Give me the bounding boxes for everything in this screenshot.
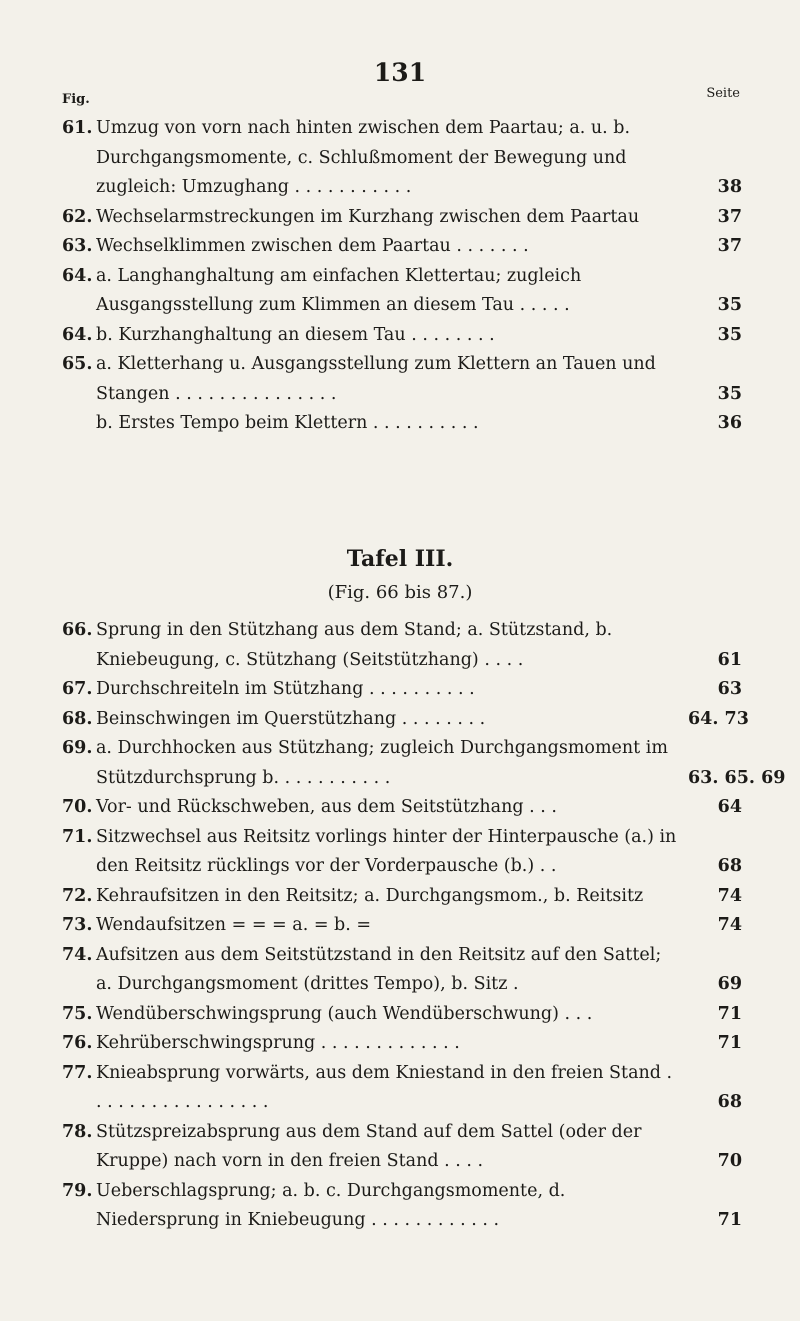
list-item — [62, 203, 742, 233]
figure-caption: Wechselklimmen zwischen dem Paartau . . . . . . . — [96, 236, 529, 256]
figure-number: 73. — [62, 915, 93, 935]
figure-caption: Kehraufsitzen in den Reitsitz; a. Durchgangsmom., b. Reitsitz — [96, 885, 644, 906]
page-reference: 63. 65. 69 — [688, 767, 786, 788]
figure-number: 79. — [62, 1180, 93, 1201]
page-reference: 71 — [717, 1033, 742, 1053]
figure-number: 68. — [62, 708, 93, 729]
figure-number: 65. — [62, 354, 93, 374]
list-item — [62, 232, 742, 262]
figure-number: 72. — [62, 885, 93, 906]
figure-caption: Wechselarmstreckungen im Kurzhang zwischen dem Paartau — [96, 206, 640, 227]
column-header-fig: Fig. — [62, 92, 90, 107]
figure-caption: Ueberschlagsprung; a. b. c. Durchgangsmomente, d. Niedersprung in Kniebeugung . . . . . . . . . . . . — [96, 1180, 566, 1230]
figure-caption: a. Kletterhang u. Ausgangsstellung zum Klettern an Tauen und Stangen . . . . . . . . . . . . . . . — [96, 354, 656, 404]
list-item — [62, 1177, 742, 1236]
figure-number: 70. — [62, 797, 93, 817]
page-reference: 61 — [717, 649, 742, 670]
page-reference: 37 — [717, 206, 742, 227]
page-reference: 35 — [717, 324, 742, 345]
page-reference: 70 — [717, 1151, 742, 1171]
list-item — [62, 1059, 742, 1118]
plate-title: Tafel III. — [346, 546, 454, 572]
figure-caption: a. Langhanghaltung am einfachen Klettertau; zugleich Ausgangsstellung zum Klimmen an diesem Tau . . . . . — [96, 265, 582, 315]
list-item — [62, 1000, 742, 1030]
figure-caption: Durchschreiteln im Stützhang . . . . . . . . . . — [96, 679, 475, 699]
list-item — [62, 1029, 742, 1059]
page-reference: 68 — [717, 856, 742, 876]
figure-number: 69. — [62, 738, 93, 758]
list-item — [62, 941, 742, 1000]
figure-list-top — [62, 114, 742, 439]
column-header-seite: Seite — [706, 86, 740, 101]
plate-figure-range: (Fig. 66 bis 87.) — [327, 582, 473, 603]
figure-caption: Aufsitzen aus dem Seitstützstand in den Reitsitz auf den Sattel; a. Durchgangsmoment (drittes Tempo), b. Sitz . — [96, 944, 662, 994]
list-item — [62, 350, 742, 409]
figure-number: 66. — [62, 620, 93, 640]
figure-caption: b. Erstes Tempo beim Klettern . . . . . . . . . . — [96, 413, 479, 433]
figure-caption: b. Kurzhanghaltung an diesem Tau . . . . . . . . — [96, 324, 495, 345]
page-reference: 35 — [717, 383, 742, 404]
figure-caption: Stützspreizabsprung aus dem Stand auf dem Sattel (oder der Kruppe) nach vorn in den freien Stand . . . . — [96, 1121, 642, 1171]
list-item — [62, 409, 742, 439]
figure-number: 78. — [62, 1121, 93, 1142]
page-reference: 38 — [717, 177, 742, 197]
page-reference: 35 — [717, 295, 742, 315]
figure-caption: Sprung in den Stützhang aus dem Stand; a. Stützstand, b. Kniebeugung, c. Stützhang (Seitstützhang) . . . . — [96, 620, 613, 670]
figure-number: 75. — [62, 1003, 93, 1024]
figure-caption: Wendaufsitzen = = = a. = b. = — [96, 915, 372, 935]
figure-number: 74. — [62, 944, 93, 965]
figure-number: 64. — [62, 324, 93, 345]
figure-number: 71. — [62, 826, 93, 847]
list-item — [62, 616, 742, 675]
figure-number — [62, 409, 96, 439]
page-reference: 64 — [717, 797, 742, 817]
list-item — [62, 734, 786, 793]
list-item — [62, 911, 742, 941]
figure-caption: Sitzwechsel aus Reitsitz vorlings hinter der Hinterpausche (a.) in den Reitsitz rücklings vor der Vorderpausche (b.) . . — [96, 826, 677, 876]
figure-number: 61. — [62, 118, 93, 138]
list-item — [62, 882, 742, 912]
figure-number: 76. — [62, 1033, 93, 1053]
page-reference: 74 — [717, 915, 742, 935]
figure-list-plate-iii — [62, 616, 786, 1236]
figure-caption: Wendüberschwingsprung (auch Wendüberschwung) . . . — [96, 1003, 593, 1024]
list-item — [62, 793, 742, 823]
figure-caption: Beinschwingen im Querstützhang . . . . . . . . — [96, 708, 486, 729]
figure-number: 64. — [62, 265, 93, 286]
page-reference: 68 — [717, 1092, 742, 1112]
page-number: 131 — [373, 58, 427, 87]
page-reference: 71 — [717, 1210, 742, 1230]
list-item — [62, 114, 742, 203]
list-item — [62, 675, 742, 705]
figure-number: 77. — [62, 1062, 93, 1083]
figure-caption: a. Durchhocken aus Stützhang; zugleich Durchgangsmoment im Stützdurchsprung b. . . . . . . . . . . — [96, 738, 668, 788]
figure-caption: Knieabsprung vorwärts, aus dem Kniestand in den freien Stand . . . . . . . . . . . . . . . . . — [96, 1062, 673, 1112]
figure-number: 67. — [62, 679, 93, 699]
figure-caption: Vor- und Rückschweben, aus dem Seitstützhang . . . — [96, 797, 557, 817]
page-reference: 37 — [717, 236, 742, 256]
page-reference: 74 — [717, 885, 742, 906]
page-reference: 64. 73 — [688, 708, 749, 729]
list-item — [62, 262, 742, 321]
figure-number: 63. — [62, 236, 93, 256]
list-item — [62, 1118, 742, 1177]
page-reference: 69 — [717, 974, 742, 994]
page-reference: 71 — [717, 1003, 742, 1024]
figure-caption: Kehrüberschwingsprung . . . . . . . . . . . . . — [96, 1033, 460, 1053]
page-reference: 63 — [717, 679, 742, 699]
figure-caption: Umzug von vorn nach hinten zwischen dem Paartau; a. u. b. Durchgangsmomente, c. Schlußmoment der Bewegung und zugleich: Umzughang . . . . . . . . . . . — [96, 118, 631, 197]
list-item — [62, 321, 742, 351]
list-item — [62, 705, 749, 735]
page-reference: 36 — [717, 413, 742, 433]
list-item — [62, 823, 742, 882]
figure-number: 62. — [62, 206, 93, 227]
